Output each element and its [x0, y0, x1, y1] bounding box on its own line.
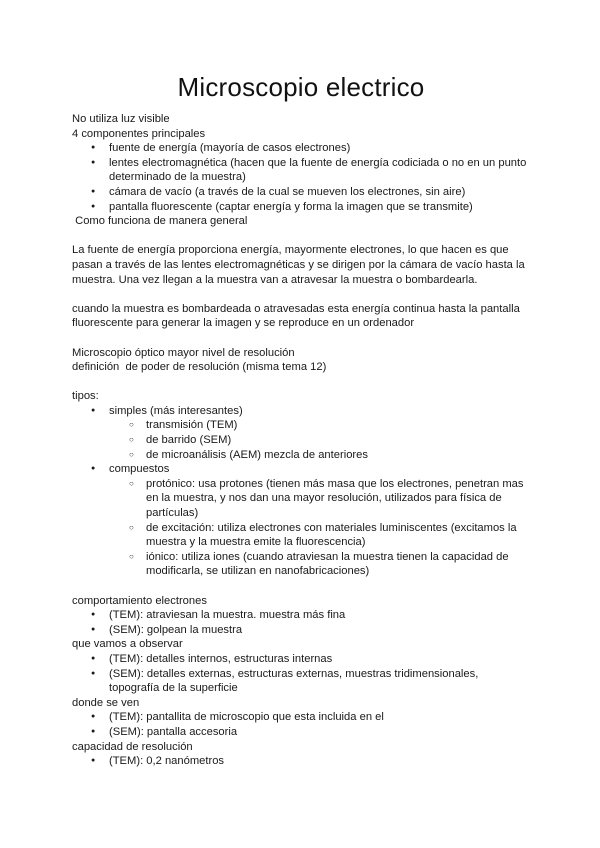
intro-line-1: No utiliza luz visible: [72, 113, 170, 125]
list-subitem: ○ de microanálisis (AEM) mezcla de anteriores: [72, 448, 530, 463]
intro-line-2: 4 componentes principales: [72, 127, 206, 140]
resolution-line-1: Microscopio óptico mayor nivel de resolución: [72, 346, 295, 359]
comportamiento-heading: comportamiento electrones: [72, 594, 207, 607]
list-item: ● pantalla fluorescente (captar energía y forma la imagen que se transmite): [72, 200, 530, 215]
how-heading: Como funciona de manera general: [72, 215, 248, 228]
list-item: ● (TEM): 0,2 nanómetros: [72, 754, 530, 769]
comportamiento-list: [72, 608, 530, 637]
list-item-simples: ● simples (más interesantes): [72, 404, 530, 419]
resolution-line-2: definición de poder de resolución (misma tema 12): [72, 361, 327, 374]
donde-heading: donde se ven: [72, 696, 140, 709]
list-item: ● (SEM): detalles externas, estructuras externas, muestras tridimensionales, topografía de la superficie: [72, 667, 530, 696]
tipos-list: [72, 404, 530, 579]
list-item: ● lentes electromagnética (hacen que la fuente de energía codiciada o no en un punto determinado de la muestra): [72, 156, 530, 185]
list-item: ● (TEM): atraviesan la muestra. muestra más fina: [72, 608, 530, 623]
list-item: ● (TEM): pantallita de microscopio que esta incluida en el: [72, 710, 530, 725]
capacidad-heading: capacidad de resolución: [72, 740, 193, 753]
list-item-compuestos: ● compuestos: [72, 462, 530, 477]
tipos-heading: tipos:: [72, 390, 99, 403]
observar-list: [72, 652, 530, 696]
capacidad-list: [72, 754, 530, 769]
list-item: ● (SEM): pantalla accesoria: [72, 725, 530, 740]
donde-list: [72, 710, 530, 739]
list-item: ● (SEM): golpean la muestra: [72, 623, 530, 638]
list-subitem: ○ protónico: usa protones (tienen más masa que los electrones, penetran mas en la muestra, y nos dan una mayor resolución, utilizados para física de partículas): [72, 477, 530, 521]
observar-heading: que vamos a observar: [72, 638, 183, 651]
list-item: ● (TEM): detalles internos, estructuras internas: [72, 652, 530, 667]
list-subitem: ○ de excitación: utiliza electrones con materiales luminiscentes (excitamos la muestra y la muestra emite la fluorescencia): [72, 521, 530, 550]
list-subitem: ○ iónico: utiliza iones (cuando atraviesan la muestra tienen la capacidad de modificarla, se utilizan en nanofabricaciones): [72, 550, 530, 579]
list-subitem: ○ de barrido (SEM): [72, 433, 530, 448]
paragraph-1: La fuente de energía proporciona energía, mayormente electrones, lo que hacen es que pasan a través de las lentes electromagnéticas y se dirigen por la cámara de vacío hasta la muestra. Una vez llegan a la muestra van a atravesar la muestra o bombardearla.: [72, 244, 525, 286]
list-item: ● cámara de vacío (a través de la cual se mueven los electrones, sin aire): [72, 185, 530, 200]
components-list: [72, 141, 530, 214]
list-subitem: ○ transmisión (TEM): [72, 418, 530, 433]
page-title: Microscopio electrico: [177, 72, 425, 102]
list-item: ● fuente de energía (mayoría de casos electrones): [72, 141, 530, 156]
paragraph-2: cuando la muestra es bombardeada o atravesadas esta energía continua hasta la pantalla fluorescente para generar la imagen y se reproduce en un ordenador: [72, 302, 520, 330]
